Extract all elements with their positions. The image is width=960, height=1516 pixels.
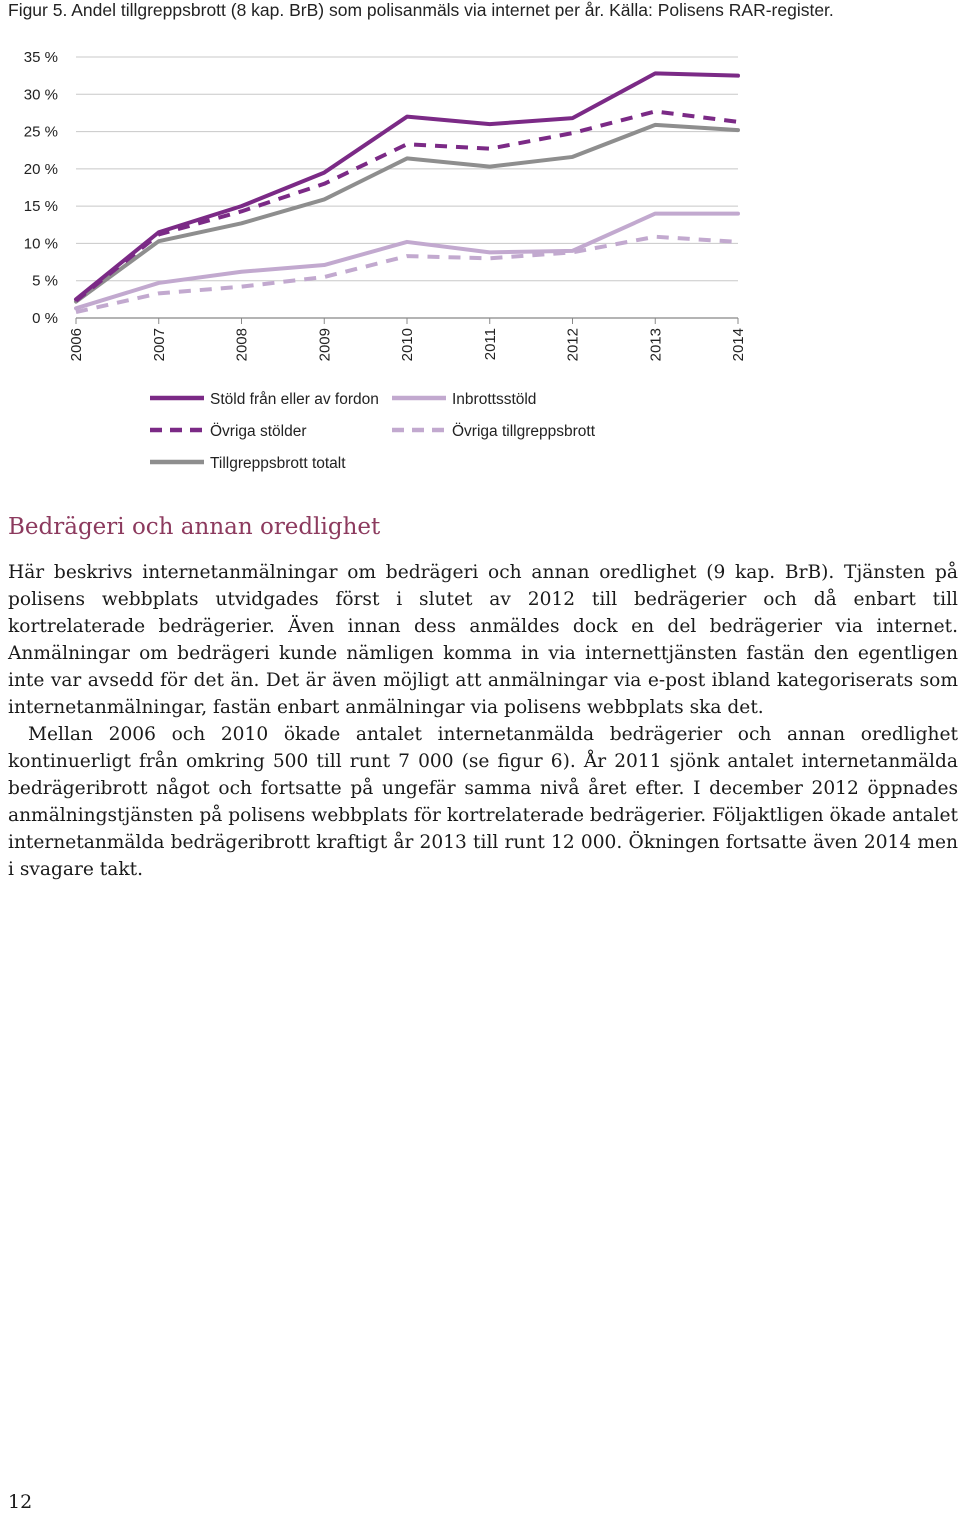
x-tick-label: 2011 xyxy=(481,328,499,361)
y-tick-label: 0 % xyxy=(32,310,58,327)
x-tick-label: 2012 xyxy=(564,328,582,362)
x-tick-label: 2010 xyxy=(399,328,416,362)
x-tick-label: 2006 xyxy=(68,328,85,362)
y-tick-labels xyxy=(24,49,58,327)
legend-label: Övriga tillgreppsbrott xyxy=(452,423,596,440)
chart-legend xyxy=(150,391,596,472)
paragraph-1: Här beskrivs internetanmälningar om bedrägeri och annan oredlighet (9 kap. BrB). Tjänsten på polisens webbplats utvidgades först i slutet av 2012 till bedrägerier och då enbart till kortrelaterade bedrägerier. Även innan dess anmäldes dock en del bedrägerier via internet. Anmälningar om bedrägeri kunde nämligen komma in via internettjänsten fastän den egentligen inte var avsedd för det än. Det är även möjligt att anmälningar via e-post ibland kategoriserats som internetanmälningar, fastän enbart anmälningar via polisens webbplats ska det. xyxy=(8,562,958,718)
line-chart xyxy=(0,40,960,480)
section-heading: Bedrägeri och annan oredlighet xyxy=(8,514,381,540)
legend-label: Övriga stölder xyxy=(210,423,307,440)
series-lines xyxy=(76,73,738,312)
x-tick-label: 2014 xyxy=(730,328,747,362)
paragraph-2: Mellan 2006 och 2010 ökade antalet internetanmälda bedrägerier och annan oredlighet kontinuerligt från omkring 500 till runt 7 000 (se figur 6). År 2011 sjönk antalet internetanmälda bedrägeribrott något och fortsatte på ungefär samma nivå året efter. I december 2012 öppnades anmälningstjänsten på polisens webbplats för kortrelaterade bedrägerier. Följaktligen ökade antalet internetanmälda bedrägeribrott kraftigt år 2013 till runt 12 000. Ökningen fortsatte även 2014 men i svagare takt. xyxy=(8,724,958,880)
series-line xyxy=(76,73,738,299)
legend-label: Tillgreppsbrott totalt xyxy=(210,455,346,472)
y-tick-label: 5 % xyxy=(32,272,58,290)
y-tick-label: 20 % xyxy=(23,160,58,178)
legend-label: Inbrottsstöld xyxy=(452,391,537,408)
x-tick-label: 2008 xyxy=(233,328,251,362)
y-tick-label: 15 % xyxy=(23,198,58,216)
y-tick-label: 30 % xyxy=(23,86,58,104)
series-line xyxy=(76,125,738,302)
page-number: 12 xyxy=(8,1491,33,1513)
y-tick-label: 25 % xyxy=(23,123,58,141)
x-tick-label: 2009 xyxy=(316,328,334,362)
y-tick-label: 10 % xyxy=(23,235,58,253)
series-line xyxy=(76,237,738,312)
legend-label: Stöld från eller av fordon xyxy=(210,391,379,408)
figure-caption: Figur 5. Andel tillgreppsbrott (8 kap. BrB) som polisanmäls via internet per år. Källa: Polisens RAR-register. xyxy=(8,0,834,20)
x-tick-label: 2013 xyxy=(647,328,665,362)
x-tick-labels xyxy=(68,318,747,361)
y-tick-label: 35 % xyxy=(23,49,58,66)
x-tick-label: 2007 xyxy=(150,328,168,362)
body-text xyxy=(8,559,958,883)
